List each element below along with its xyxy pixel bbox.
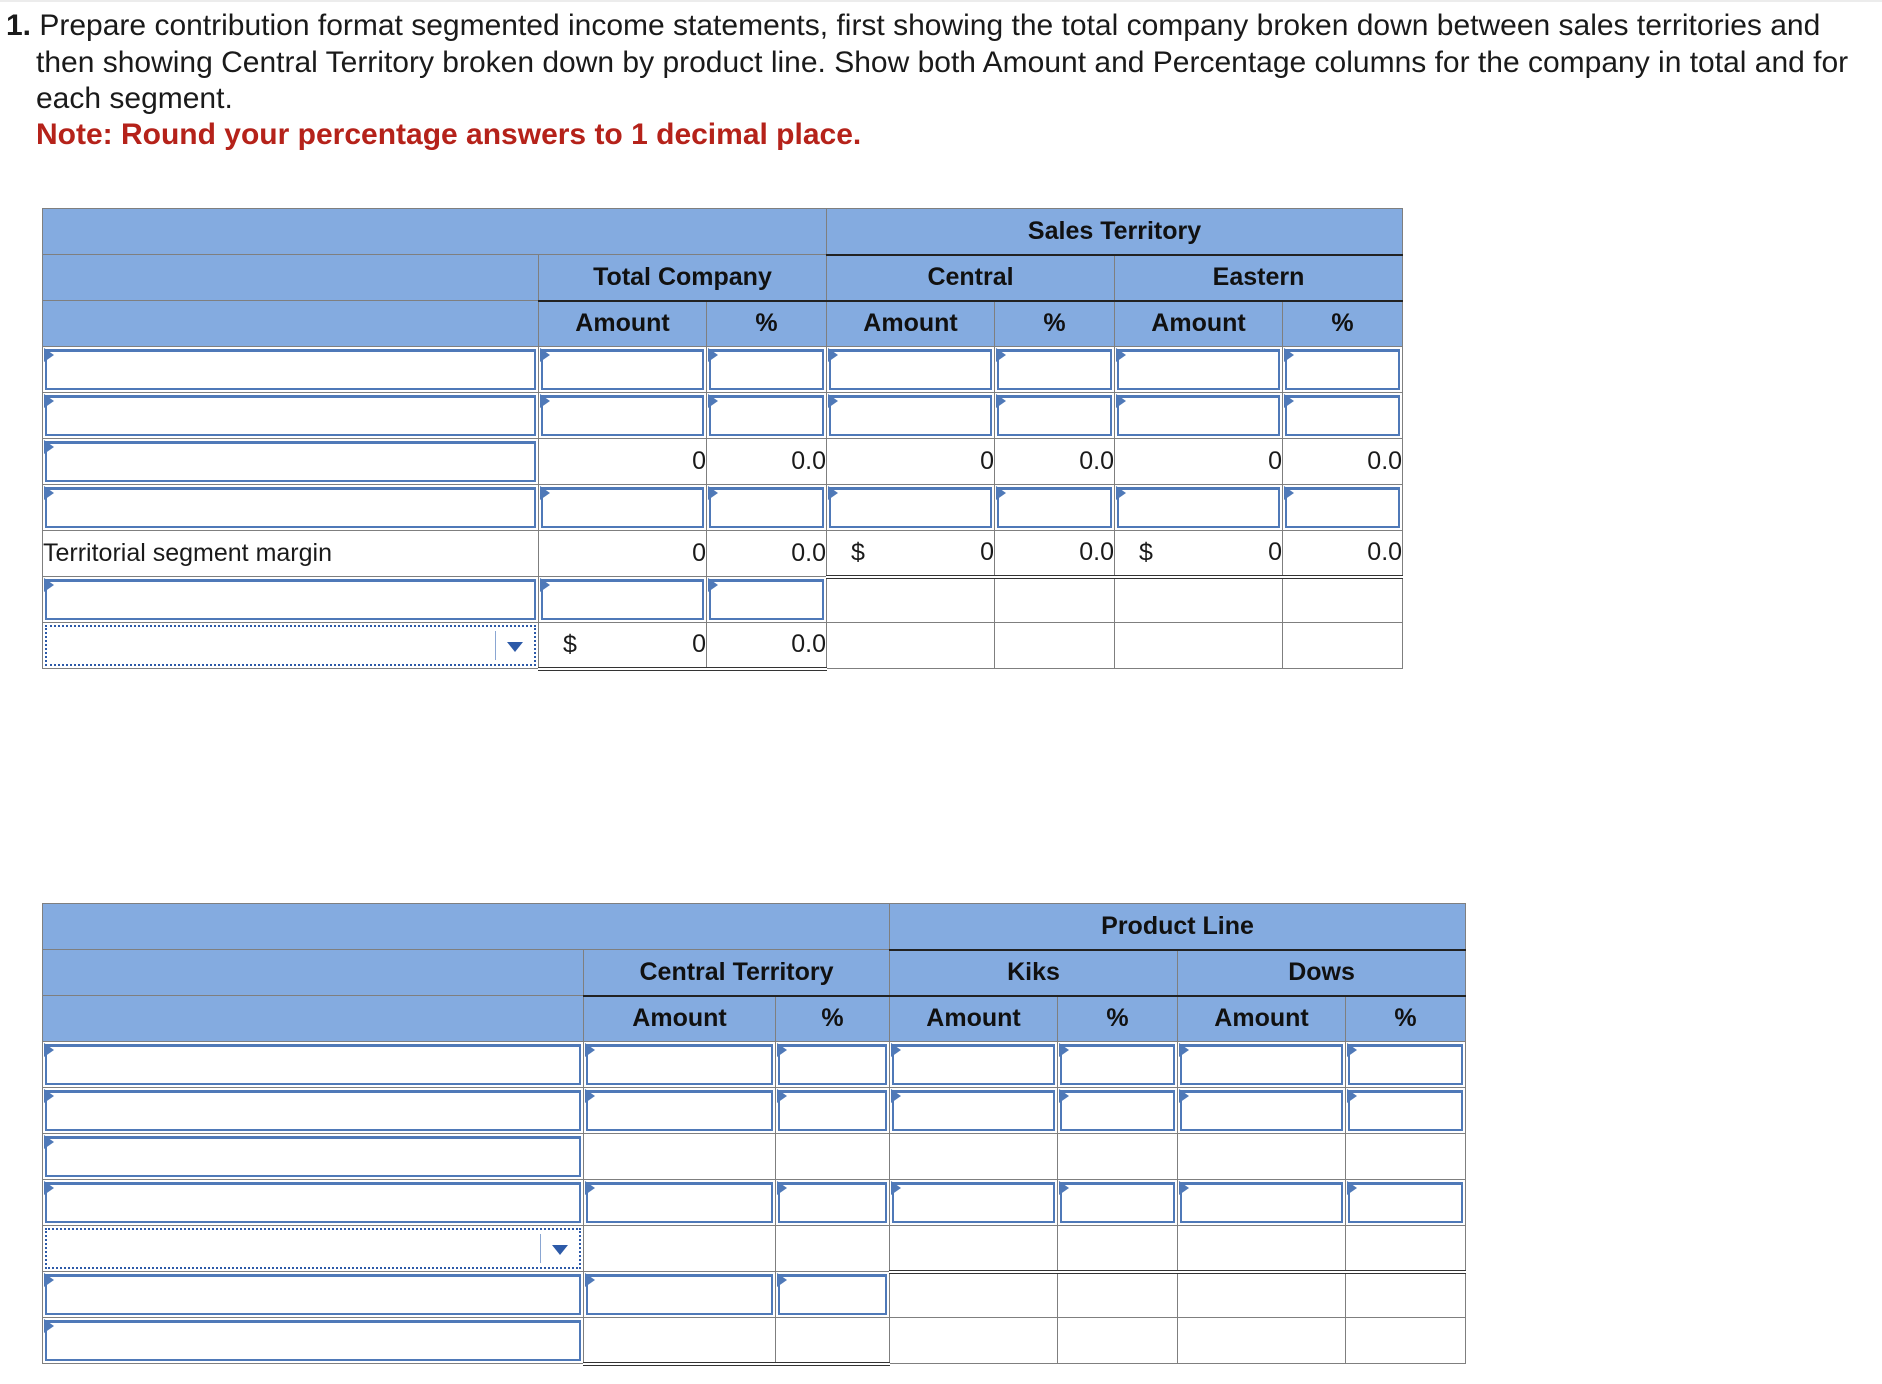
table-row — [43, 1088, 1466, 1134]
empty-cell — [827, 577, 995, 623]
label-dropdown[interactable] — [43, 1226, 584, 1272]
percent-header: % — [995, 301, 1115, 347]
empty-cell — [1283, 623, 1403, 669]
label-input[interactable] — [43, 1134, 584, 1180]
territorial-segment-margin-label: Territorial segment margin — [43, 531, 539, 577]
eastern-amount-value: 0 — [1268, 538, 1283, 567]
label-input[interactable] — [43, 485, 539, 531]
empty-cell — [1178, 1134, 1346, 1180]
table-row — [43, 347, 1403, 393]
currency-symbol: $ — [851, 538, 865, 567]
amount-header: Amount — [539, 301, 707, 347]
label-dropdown[interactable] — [43, 623, 539, 669]
sales-territory-header: Sales Territory — [827, 209, 1403, 255]
central-amount — [827, 531, 995, 577]
empty-cell — [1283, 577, 1403, 623]
label-input[interactable] — [43, 1318, 584, 1364]
amount-header: Amount — [827, 301, 995, 347]
empty-cell — [1346, 1134, 1466, 1180]
empty-cell — [1058, 1226, 1178, 1272]
empty-cell — [890, 1318, 1058, 1364]
percent-input[interactable] — [707, 393, 827, 439]
empty-cell — [1178, 1272, 1346, 1318]
question-body: Prepare contribution format segmented income statements, first showing the total company broken down between sales territories and then showing Central Territory broken down by product line. Show both Amount and Percentage columns for the company in total and for each segment. — [36, 9, 1849, 115]
percent-input[interactable] — [995, 347, 1115, 393]
empty-cell — [1346, 1226, 1466, 1272]
table-row — [43, 1226, 1466, 1272]
percent-header: % — [1346, 996, 1466, 1042]
table-row — [43, 439, 1403, 485]
central-amount: 0 — [827, 439, 995, 485]
currency-symbol: $ — [1139, 538, 1153, 567]
percent-input[interactable] — [1058, 1088, 1178, 1134]
label-input[interactable] — [43, 347, 539, 393]
amount-input[interactable] — [890, 1180, 1058, 1226]
top-divider — [0, 0, 1882, 2]
empty-cell — [584, 1134, 776, 1180]
label-input[interactable] — [43, 393, 539, 439]
empty-cell — [1178, 1226, 1346, 1272]
rounding-note: Note: Round your percentage answers to 1 decimal place. — [36, 118, 862, 151]
percent-input[interactable] — [776, 1088, 890, 1134]
amount-header: Amount — [584, 996, 776, 1042]
empty-cell — [1115, 623, 1283, 669]
percent-input[interactable] — [1283, 393, 1403, 439]
product-line-table — [42, 903, 1466, 1366]
amount-input[interactable] — [1115, 347, 1283, 393]
percent-input[interactable] — [1346, 1042, 1466, 1088]
table-row — [43, 1272, 1466, 1318]
chevron-down-icon[interactable] — [495, 631, 534, 660]
amount-input[interactable] — [584, 1272, 776, 1318]
percent-input[interactable] — [707, 347, 827, 393]
percent-header: % — [1058, 996, 1178, 1042]
empty-cell — [995, 623, 1115, 669]
percent-input[interactable] — [1346, 1088, 1466, 1134]
empty-cell — [584, 1318, 776, 1364]
table-row — [43, 1318, 1466, 1364]
amount-input[interactable] — [827, 347, 995, 393]
sales-territory-table — [42, 208, 1403, 671]
eastern-header: Eastern — [1115, 255, 1403, 301]
total-percent: 0.0 — [707, 439, 827, 485]
table-row — [43, 393, 1403, 439]
total-company-header: Total Company — [539, 255, 827, 301]
amount-header: Amount — [1115, 301, 1283, 347]
header-blank — [43, 255, 539, 301]
empty-cell — [1346, 1318, 1466, 1364]
central-percent: 0.0 — [995, 531, 1115, 577]
amount-header: Amount — [890, 996, 1058, 1042]
table-row — [43, 577, 1403, 623]
eastern-percent: 0.0 — [1283, 531, 1403, 577]
header-blank — [43, 301, 539, 347]
percent-input[interactable] — [707, 577, 827, 623]
currency-symbol: $ — [563, 630, 577, 659]
empty-cell — [584, 1226, 776, 1272]
product-line-header: Product Line — [890, 904, 1466, 950]
percent-header: % — [776, 996, 890, 1042]
amount-input[interactable] — [1178, 1088, 1346, 1134]
empty-cell — [890, 1272, 1058, 1318]
kiks-header: Kiks — [890, 950, 1178, 996]
amount-input[interactable] — [539, 347, 707, 393]
amount-header: Amount — [1178, 996, 1346, 1042]
empty-cell — [1178, 1318, 1346, 1364]
total-amount-value: 0 — [692, 630, 706, 659]
table-row — [43, 485, 1403, 531]
label-input[interactable] — [43, 439, 539, 485]
percent-input[interactable] — [1346, 1180, 1466, 1226]
percent-input[interactable] — [707, 485, 827, 531]
table-row — [43, 531, 1403, 577]
central-amount-value: 0 — [980, 538, 995, 567]
header-blank — [43, 904, 890, 950]
central-territory-header: Central Territory — [584, 950, 890, 996]
table-row — [43, 1180, 1466, 1226]
eastern-percent: 0.0 — [1283, 439, 1403, 485]
amount-input[interactable] — [539, 393, 707, 439]
amount-input[interactable] — [1115, 393, 1283, 439]
empty-cell — [995, 577, 1115, 623]
percent-input[interactable] — [995, 485, 1115, 531]
empty-cell — [776, 1226, 890, 1272]
amount-input[interactable] — [1115, 485, 1283, 531]
amount-input[interactable] — [1178, 1180, 1346, 1226]
header-blank — [43, 950, 584, 996]
amount-input[interactable] — [1178, 1042, 1346, 1088]
amount-input[interactable] — [827, 485, 995, 531]
amount-input[interactable] — [584, 1180, 776, 1226]
percent-input[interactable] — [995, 393, 1115, 439]
question-text — [6, 8, 1866, 118]
empty-cell — [1115, 577, 1283, 623]
total-percent: 0.0 — [707, 531, 827, 577]
percent-input[interactable] — [1283, 347, 1403, 393]
percent-input[interactable] — [1058, 1042, 1178, 1088]
header-blank — [43, 996, 584, 1042]
empty-cell — [890, 1226, 1058, 1272]
amount-input[interactable] — [539, 577, 707, 623]
percent-input[interactable] — [776, 1272, 890, 1318]
chevron-down-icon[interactable] — [540, 1234, 579, 1263]
amount-input[interactable] — [890, 1042, 1058, 1088]
empty-cell — [1058, 1134, 1178, 1180]
table-row — [43, 1042, 1466, 1088]
amount-input[interactable] — [584, 1088, 776, 1134]
total-amount: 0 — [539, 531, 707, 577]
empty-cell — [890, 1134, 1058, 1180]
percent-input[interactable] — [776, 1180, 890, 1226]
question-number: 1. — [6, 9, 32, 42]
table-row — [43, 1134, 1466, 1180]
label-input[interactable] — [43, 1042, 584, 1088]
label-input[interactable] — [43, 577, 539, 623]
percent-input[interactable] — [776, 1042, 890, 1088]
header-blank — [43, 209, 827, 255]
total-amount — [539, 623, 707, 669]
empty-cell — [776, 1134, 890, 1180]
label-input[interactable] — [43, 1088, 584, 1134]
amount-input[interactable] — [584, 1042, 776, 1088]
central-percent: 0.0 — [995, 439, 1115, 485]
percent-header: % — [707, 301, 827, 347]
amount-input[interactable] — [827, 393, 995, 439]
total-amount: 0 — [539, 439, 707, 485]
label-input[interactable] — [43, 1180, 584, 1226]
empty-cell — [827, 623, 995, 669]
eastern-amount: 0 — [1115, 439, 1283, 485]
empty-cell — [776, 1318, 890, 1364]
eastern-amount — [1115, 531, 1283, 577]
table-row — [43, 623, 1403, 669]
percent-input[interactable] — [1283, 485, 1403, 531]
central-header: Central — [827, 255, 1115, 301]
percent-input[interactable] — [1058, 1180, 1178, 1226]
empty-cell — [1058, 1318, 1178, 1364]
empty-cell — [1346, 1272, 1466, 1318]
label-input[interactable] — [43, 1272, 584, 1318]
amount-input[interactable] — [539, 485, 707, 531]
empty-cell — [1058, 1272, 1178, 1318]
amount-input[interactable] — [890, 1088, 1058, 1134]
total-percent: 0.0 — [707, 623, 827, 669]
dows-header: Dows — [1178, 950, 1466, 996]
percent-header: % — [1283, 301, 1403, 347]
